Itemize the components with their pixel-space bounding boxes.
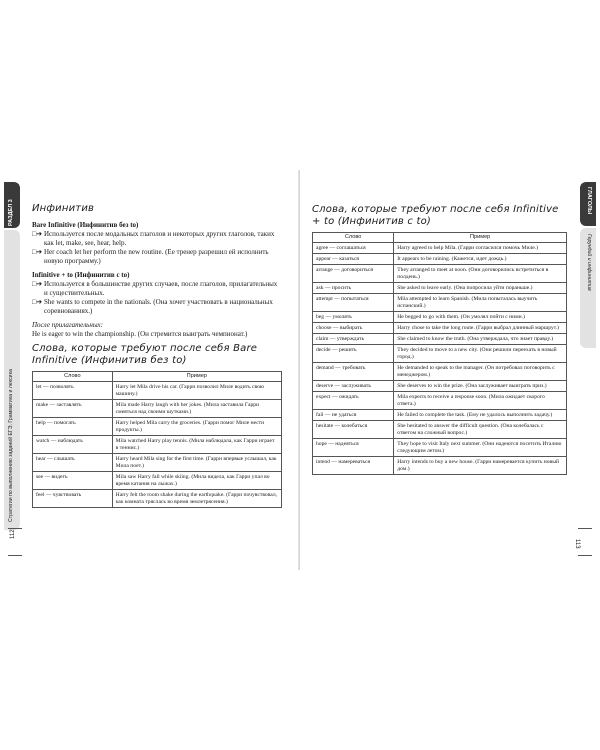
- table-row: [313, 265, 567, 283]
- example-cell: Harry heard Mila sing for the first time. (Гарри впервые услышал, как Мила поет.): [112, 454, 281, 472]
- left-side-tab: [4, 176, 20, 536]
- example-cell: They arranged to meet at noon. (Они договорились встретиться в полдень.): [394, 265, 567, 283]
- table-row: [313, 439, 567, 457]
- example-cell: Mila made Harry laugh with her jokes. (Мила заставила Гарри смеяться над своими шутками.): [112, 400, 281, 418]
- table-row: [313, 323, 567, 334]
- to-bullet-2-text: She wants to compete in the nationals. (Она хочет участвовать в национальных соревнованиях.): [44, 298, 273, 315]
- table-row: [33, 382, 282, 400]
- word-cell: appear — казаться: [313, 254, 394, 265]
- section-tab: [4, 182, 20, 228]
- word-cell: choose — выбирать: [313, 323, 394, 334]
- after-adjectives-example: He is eager to win the championship. (Он стремится выиграть чемпионат.): [32, 330, 248, 338]
- to-infinitive-title: Infinitive + to (Инфинитив с to): [32, 271, 130, 279]
- word-cell: ask — просить: [313, 283, 394, 294]
- bare-bullet-1-text: Используется после модальных глаголов и некоторых других глаголов, таких как let, make, see, hear, help.: [44, 230, 275, 247]
- example-cell: Harry agreed to help Mila. (Гарри согласился помочь Миле.): [394, 243, 567, 254]
- to-bullet-1: [32, 280, 282, 298]
- example-cell: They decided to move to a new city. (Они решили переехать в новый город.): [394, 345, 567, 363]
- word-cell: arrange — договориться: [313, 265, 394, 283]
- arrow-icon: □➔: [32, 280, 43, 288]
- table-header-row: [313, 233, 567, 243]
- arrow-icon: □➔: [32, 230, 43, 238]
- book-title-label: Стратегии по выполнению заданий ЕГЭ. Грамматика и лексика: [8, 369, 14, 522]
- arrow-icon: □➔: [32, 248, 43, 256]
- table-row: [313, 345, 567, 363]
- table-row: [313, 294, 567, 312]
- word-cell: claim — утверждать: [313, 334, 394, 345]
- word-cell: hesitate — колебаться: [313, 421, 394, 439]
- table-row: [313, 363, 567, 381]
- example-cell: She claimed to know the truth. (Она утверждала, что знает правду.): [394, 334, 567, 345]
- word-cell: let — позволять: [33, 382, 113, 400]
- right-side-tab: [580, 176, 596, 376]
- table-row: [33, 490, 282, 508]
- example-cell: He failed to complete the task. (Ему не удалось выполнить задачу.): [394, 410, 567, 421]
- example-cell: Harry chose to take the long route. (Гарри выбрал длинный маршрут.): [394, 323, 567, 334]
- after-adjectives-label: После прилагательных:: [32, 321, 103, 329]
- example-cell: Harry felt the room shake during the earthquake. (Гарри почувствовал, как комната тряслась во время землетрясения.): [112, 490, 281, 508]
- example-cell: She asked to leave early. (Она попросила уйти пораньше.): [394, 283, 567, 294]
- word-cell: see — видеть: [33, 472, 113, 490]
- column-header-word: Слово: [313, 233, 394, 243]
- to-bullet-1-text: Используется в большинстве других случаев, после глаголов, прилагательных и существительных.: [44, 280, 278, 297]
- word-cell: decide — решить: [313, 345, 394, 363]
- bare-infinitive-title: Bare Infinitive (Инфинитив без to): [32, 221, 139, 229]
- chapter-tab: [580, 182, 596, 226]
- left-page: [0, 170, 299, 570]
- to-bullet-2: [32, 298, 282, 316]
- left-content: [32, 204, 282, 508]
- page-heading: Инфинитив: [32, 203, 95, 214]
- bare-bullet-1: [32, 230, 282, 248]
- table-row: [33, 454, 282, 472]
- word-cell: fail — не удаться: [313, 410, 394, 421]
- word-cell: hear — слышать: [33, 454, 113, 472]
- example-cell: It appears to be raining. (Кажется, идет дождь.): [394, 254, 567, 265]
- book-title-tab: [4, 230, 20, 530]
- column-header-example: Пример: [112, 372, 281, 382]
- table-row: [313, 410, 567, 421]
- right-page: [300, 170, 600, 570]
- example-cell: Harry helped Mila carry the groceries. (Гарри помог Миле нести продукты.): [112, 418, 281, 436]
- section-tab-label: РАЗДЕЛ 3: [8, 199, 14, 226]
- left-page-number: 112: [8, 528, 22, 556]
- table-row: [313, 254, 567, 265]
- right-content: [312, 200, 567, 475]
- table-row: [313, 312, 567, 323]
- table-row: [313, 243, 567, 254]
- column-header-word: Слово: [33, 372, 113, 382]
- bare-bullet-2-text: Her coach let her perform the new routine. (Ее тренер разрешил ей исполнить новую программу.): [44, 248, 269, 265]
- table-row: [33, 418, 282, 436]
- example-cell: Harry let Mila drive his car. (Гарри позволил Миле водить свою машину.): [112, 382, 281, 400]
- word-cell: feel — чувствовать: [33, 490, 113, 508]
- word-cell: watch — наблюдать: [33, 436, 113, 454]
- table-row: [313, 381, 567, 392]
- example-cell: She hesitated to answer the difficult question. (Она колебалась с ответом на сложный вопрос.): [394, 421, 567, 439]
- arrow-icon: □➔: [32, 298, 43, 306]
- word-cell: hope — надеяться: [313, 439, 394, 457]
- word-cell: expect — ожидать: [313, 392, 394, 410]
- to-infinitive-table: [312, 232, 567, 475]
- example-cell: She deserves to win the prize. (Она заслуживает выиграть приз.): [394, 381, 567, 392]
- word-cell: intend — намереваться: [313, 457, 394, 475]
- table-row: [313, 334, 567, 345]
- word-cell: beg — умолять: [313, 312, 394, 323]
- word-cell: make — заставлять: [33, 400, 113, 418]
- example-cell: They hope to visit Italy next summer. (Они надеются посетить Италию следующим летом.): [394, 439, 567, 457]
- example-cell: He begged to go with them. (Он умолял пойти с ними.): [394, 312, 567, 323]
- word-cell: agree — соглашаться: [313, 243, 394, 254]
- right-page-number: 113: [578, 528, 592, 556]
- table-row: [33, 472, 282, 490]
- example-cell: Mila saw Harry fall while skiing. (Мила видела, как Гарри упал во время катания на лыжах.): [112, 472, 281, 490]
- word-cell: attempt — попытаться: [313, 294, 394, 312]
- example-cell: He demanded to speak to the manager. (Он потребовал поговорить с менеджером.): [394, 363, 567, 381]
- example-cell: Mila watched Harry play tennis. (Мила наблюдала, как Гарри играет в теннис.): [112, 436, 281, 454]
- bare-bullet-2: [32, 248, 282, 266]
- topic-tab-label: Герундий и инфинитив: [586, 234, 592, 291]
- word-cell: demand — требовать: [313, 363, 394, 381]
- to-table-title: Слова, которые требуют после себя Infinitive + to (Инфинитив с to): [312, 204, 559, 227]
- topic-tab: [580, 228, 596, 348]
- bare-table-title: Слова, которые требуют после себя Bare Infinitive (Инфинитив без to): [32, 343, 258, 366]
- table-header-row: [33, 372, 282, 382]
- table-row: [33, 400, 282, 418]
- column-header-example: Пример: [394, 233, 567, 243]
- table-row: [313, 457, 567, 475]
- chapter-tab-label: ГЛАГОЛЫ: [586, 187, 592, 215]
- bare-infinitive-table: [32, 371, 282, 508]
- table-row: [313, 421, 567, 439]
- example-cell: Mila expects to receive a response soon. (Мила ожидает скорого ответа.): [394, 392, 567, 410]
- table-row: [313, 283, 567, 294]
- word-cell: help — помогать: [33, 418, 113, 436]
- table-row: [313, 392, 567, 410]
- table-row: [33, 436, 282, 454]
- example-cell: Harry intends to buy a new house. (Гарри намеревается купить новый дом.): [394, 457, 567, 475]
- example-cell: Mila attempted to learn Spanish. (Мила попыталась выучить испанский.): [394, 294, 567, 312]
- book-spread: [0, 170, 600, 570]
- word-cell: deserve — заслуживать: [313, 381, 394, 392]
